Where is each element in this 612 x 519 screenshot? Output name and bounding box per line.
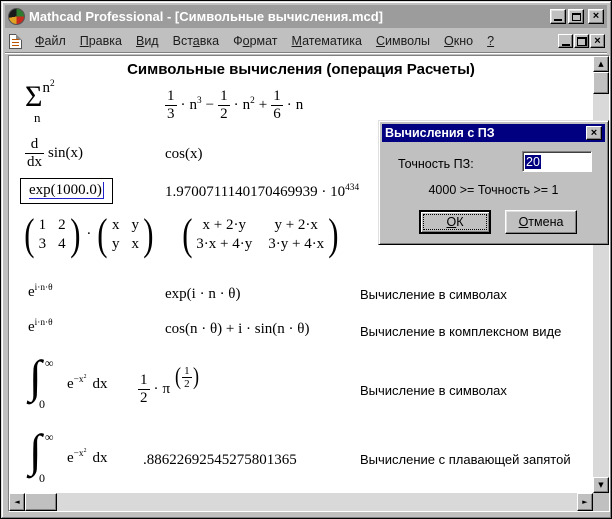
minimize-icon xyxy=(554,19,562,21)
arrow-left-icon: ◄ xyxy=(14,498,20,506)
math-region-sum-result[interactable]: $\frac{1}{3}$ · $n^3$ − $\frac{1}{2}$ · $n^2$ + $\frac{1}{6}$ · n xyxy=(167,88,304,123)
arrow-right-icon: ► xyxy=(582,498,588,506)
menu-file[interactable]: Файл xyxy=(35,34,66,48)
arrow-up-icon: ▲ xyxy=(598,60,604,68)
right-paren: ) xyxy=(328,210,339,259)
annotation-euler1[interactable]: Вычисление в символах xyxy=(360,287,507,302)
menu-symbols[interactable]: Символы xyxy=(375,34,431,48)
math-region-euler2[interactable]: $e^{i\cdot n\cdot\theta}$ xyxy=(28,318,53,335)
maximize-button[interactable] xyxy=(568,9,584,24)
left-paren: ( xyxy=(97,210,108,259)
vertical-scroll-thumb[interactable] xyxy=(593,72,609,94)
sigma-symbol: Σ xyxy=(25,80,43,113)
title-bar[interactable] xyxy=(5,5,607,28)
child-close-button[interactable] xyxy=(590,34,605,48)
selected-value: 20 xyxy=(526,154,540,169)
left-paren: ( xyxy=(24,210,35,259)
math-region-derivative-result[interactable]: cos(x) xyxy=(165,146,203,162)
dialog-close-button[interactable] xyxy=(586,126,602,140)
child-minimize-button[interactable] xyxy=(558,34,573,48)
horizontal-scrollbar[interactable] xyxy=(9,493,593,511)
integral-icon: ∫ xyxy=(29,351,42,402)
left-paren: ( xyxy=(181,210,193,259)
menu-edit[interactable]: Правка xyxy=(79,34,122,48)
horizontal-scroll-thumb[interactable] xyxy=(25,493,57,511)
child-restore-button[interactable] xyxy=(574,34,589,48)
menu-view[interactable]: Вид xyxy=(135,34,159,48)
math-region-matrix[interactable]: ( 1 2 3 4 ) · ( x y y x ) ( x + 2·y y + 2·x 3·x + 4·y 3·y + 4·x ) xyxy=(24,210,339,259)
ok-button[interactable]: ОК xyxy=(419,210,491,234)
math-region-euler1[interactable]: $e^{i\cdot n\cdot\theta}$ xyxy=(28,283,53,300)
scroll-left-button[interactable] xyxy=(9,493,25,511)
right-paren: ) xyxy=(69,210,81,259)
scroll-down-button[interactable] xyxy=(593,477,609,493)
math-region-exp-result[interactable]: $1.9700711140170469939 \cdot 10^{434}$ xyxy=(165,183,360,200)
math-region-exp-selected[interactable]: exp(1000.0) xyxy=(20,178,113,204)
app-logo-icon xyxy=(8,8,25,25)
menu-bar xyxy=(5,30,607,53)
integral-icon: ∫ xyxy=(29,425,42,476)
math-region-derivative[interactable]: $\frac{d}{dx}$ sin(x) xyxy=(27,136,83,171)
menu-window[interactable]: Окно xyxy=(444,34,474,48)
math-region-euler1-result[interactable]: exp(i · n · θ) xyxy=(165,286,241,302)
window-title: Mathcad Professional - [Символьные вычисления.mcd] xyxy=(29,9,384,24)
precision-dialog xyxy=(378,120,609,245)
math-region-euler2-result[interactable]: cos(n · θ) + i · sin(n · θ) xyxy=(165,321,310,337)
math-region-integral1[interactable]: ∫ ∞ 0 $e^{-x^2}$ dx xyxy=(29,351,108,411)
right-paren: ) xyxy=(143,210,154,259)
document-icon[interactable] xyxy=(9,34,22,49)
precision-label: Точность ПЗ: xyxy=(398,157,474,171)
math-region-integral2-result[interactable]: .88622692545275801365 xyxy=(143,452,297,468)
scrollbar-corner xyxy=(593,493,609,511)
menu-help[interactable]: ? xyxy=(487,34,495,48)
cancel-button[interactable]: Отмена xyxy=(505,210,577,234)
annotation-euler2[interactable]: Вычисление в комплексном виде xyxy=(360,324,562,339)
math-region-integral1-result[interactable]: $\frac{1}{2}$ · π ( $\frac{1}{2}$ ) xyxy=(140,364,199,407)
precision-input[interactable] xyxy=(522,151,592,172)
scroll-right-button[interactable] xyxy=(577,493,593,511)
math-region-integral2[interactable]: ∫ ∞ 0 $e^{-x^2}$ dx xyxy=(29,425,108,485)
menu-insert[interactable]: Вставка xyxy=(172,34,220,48)
constraint-text: 4000 >= Точность >= 1 xyxy=(428,183,559,197)
menu-math[interactable]: Математика xyxy=(291,34,362,48)
menu-format[interactable]: Формат xyxy=(233,34,278,48)
restore-icon xyxy=(577,37,587,46)
close-icon: × xyxy=(592,10,600,22)
scroll-up-button[interactable] xyxy=(593,56,609,72)
maximize-icon xyxy=(572,13,581,21)
dialog-title-bar[interactable] xyxy=(382,124,605,142)
annotation-integral2[interactable]: Вычисление с плавающей запятой xyxy=(360,452,571,467)
minimize-button[interactable] xyxy=(550,9,566,24)
close-icon: × xyxy=(590,126,598,139)
math-region-sum[interactable]: Σ $n^2$ n xyxy=(25,79,55,125)
arrow-down-icon: ▼ xyxy=(598,481,604,489)
dialog-title: Вычисления с ПЗ xyxy=(385,126,495,140)
minimize-icon xyxy=(562,44,570,46)
close-icon: × xyxy=(594,34,601,47)
annotation-integral1[interactable]: Вычисление в символах xyxy=(360,383,507,398)
sheet-heading[interactable]: Символьные вычисления (операция Расчеты) xyxy=(127,61,475,78)
close-button[interactable] xyxy=(588,9,604,24)
